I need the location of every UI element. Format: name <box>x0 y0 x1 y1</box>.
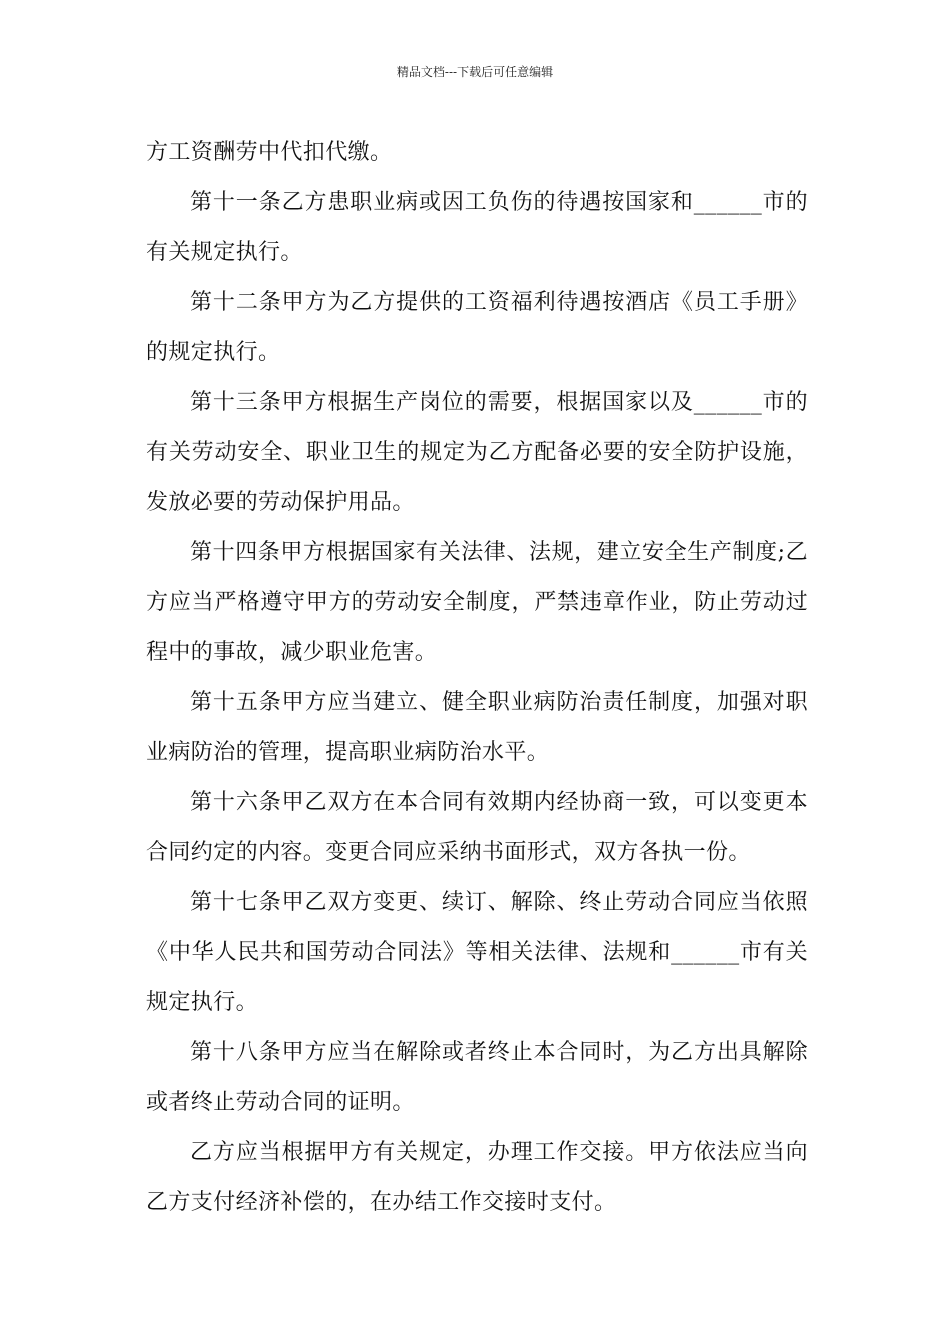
paragraph-article-15: 第十五条甲方应当建立、健全职业病防治责任制度，加强对职业病防治的管理，提高职业病防治水平。 <box>146 690 808 765</box>
paragraph-article-14: 第十四条甲方根据国家有关法律、法规，建立安全生产制度;乙方应当严格遵守甲方的劳动安全制度，严禁违章作业，防止劳动过程中的事故，减少职业危害。 <box>146 540 808 665</box>
paragraph-handover: 乙方应当根据甲方有关规定，办理工作交接。甲方依法应当向乙方支付经济补偿的，在办结工作交接时支付。 <box>146 1140 808 1215</box>
paragraph-continuation: 方工资酬劳中代扣代缴。 <box>146 140 393 165</box>
document-body <box>146 128 808 1228</box>
page-header: 精品文档---下载后可任意编辑 <box>396 65 554 79</box>
paragraph-article-18: 第十八条甲方应当在解除或者终止本合同时，为乙方出具解除或者终止劳动合同的证明。 <box>146 1040 808 1115</box>
paragraph-article-17: 第十七条甲乙双方变更、续订、解除、终止劳动合同应当依照《中华人民共和国劳动合同法》等相关法律、法规和______市有关规定执行。 <box>146 890 808 1015</box>
paragraph-article-13: 第十三条甲方根据生产岗位的需要，根据国家以及______市的有关劳动安全、职业卫生的规定为乙方配备必要的安全防护设施，发放必要的劳动保护用品。 <box>146 390 808 515</box>
paragraph-article-11: 第十一条乙方患职业病或因工负伤的待遇按国家和______市的有关规定执行。 <box>146 190 808 265</box>
paragraph-article-12: 第十二条甲方为乙方提供的工资福利待遇按酒店《员工手册》的规定执行。 <box>146 290 808 365</box>
paragraph-article-16: 第十六条甲乙双方在本合同有效期内经协商一致，可以变更本合同约定的内容。变更合同应采纳书面形式，双方各执一份。 <box>146 790 808 865</box>
